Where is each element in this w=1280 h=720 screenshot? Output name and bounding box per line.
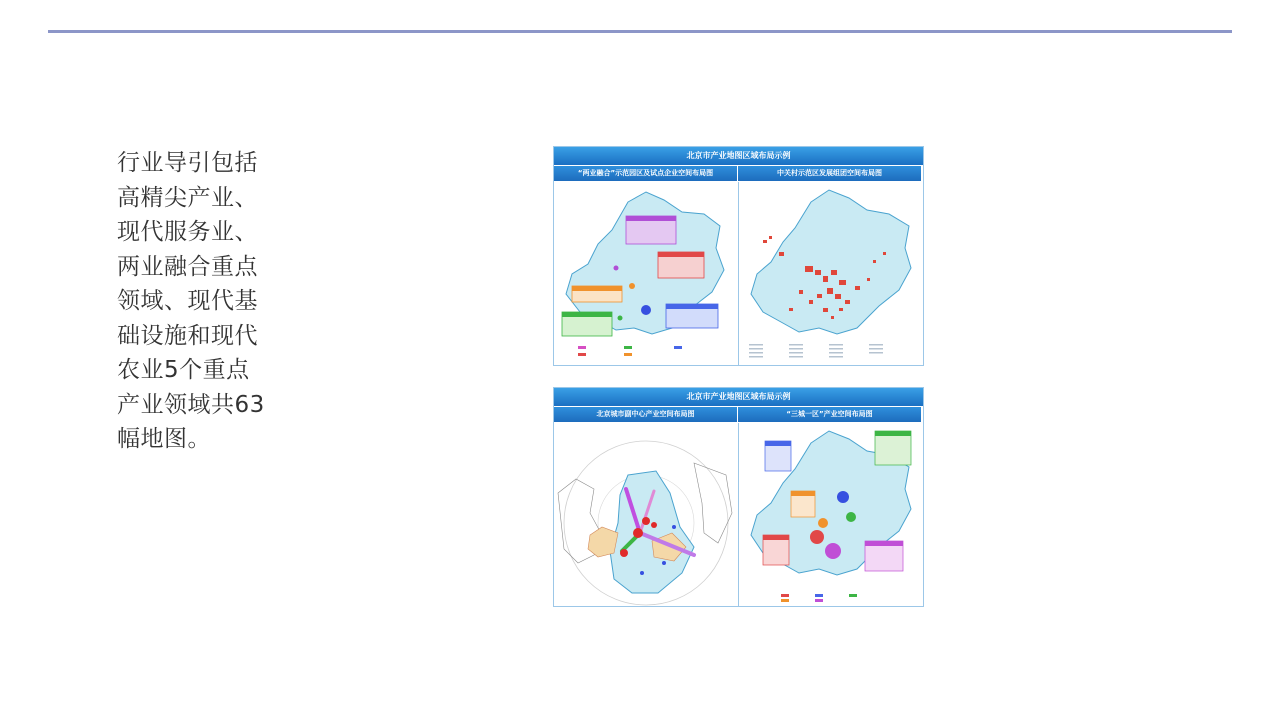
body-text: 行业导引包括高精尖产业、现代服务业、两业融合重点领域、现代基础设施和现代农业5个重点产业领域共63幅地图。 bbox=[117, 150, 265, 452]
panel-subtitle-right: 中关村示范区发展组团空间布局图 bbox=[738, 166, 921, 181]
panel-subtitle-left: “两业融合”示范园区及试点企业空间布局图 bbox=[554, 166, 737, 181]
map-panel-2 bbox=[553, 387, 924, 607]
map-panel-1 bbox=[553, 146, 924, 366]
top-divider bbox=[48, 30, 1232, 33]
district-outline-right bbox=[694, 463, 732, 543]
panel-title: 北京市产业地图区域布局示例 bbox=[554, 147, 923, 165]
panel-subtitle-left: 北京城市副中心产业空间布局图 bbox=[554, 407, 737, 422]
sub-center-map-shape bbox=[610, 471, 694, 593]
panel-subtitle-right: “三城一区”产业空间布局图 bbox=[738, 407, 921, 422]
map-zhongguancun bbox=[738, 182, 922, 365]
map-sub-center bbox=[554, 423, 737, 606]
map-two-industries bbox=[554, 182, 737, 365]
panel-title: 北京市产业地图区域布局示例 bbox=[554, 388, 923, 406]
beijing-map-shape bbox=[751, 190, 911, 334]
map-three-cities bbox=[738, 423, 922, 606]
